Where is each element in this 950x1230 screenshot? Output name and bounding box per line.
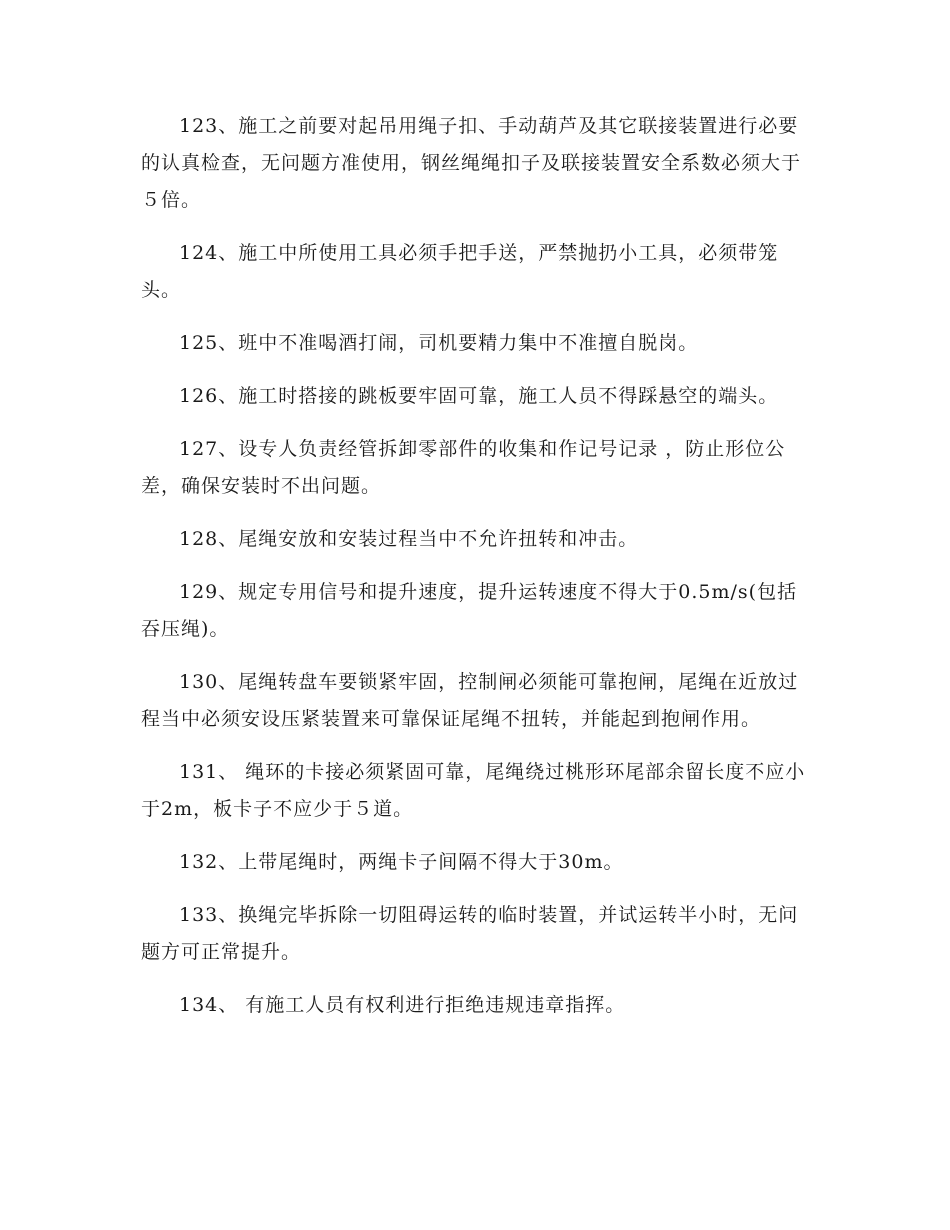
rule-paragraph-123: 123、施工之前要对起吊用绳子扣、手动葫芦及其它联接装置进行必要的认真检查，无问题方准使用，钢丝绳绳扣子及联接装置安全系数必须大于５倍。	[141, 115, 802, 211]
rule-paragraph-124: 124、施工中所使用工具必须手把手送，严禁抛扔小工具，必须带笼头。	[141, 242, 779, 301]
rule-paragraph-125: 125、班中不准喝酒打闹，司机要精力集中不准擅自脱岗。	[179, 332, 699, 354]
rule-paragraph-132: 132、上带尾绳时，两绳卡子间隔不得大于30m。	[179, 851, 624, 873]
rule-paragraph-129: 129、规定专用信号和提升速度，提升运转速度不得大于0.5m/s(包括吞压绳)。	[141, 581, 798, 640]
rule-paragraph-126: 126、施工时搭接的跳板要牢固可靠，施工人员不得踩悬空的端头。	[179, 385, 779, 407]
document-body	[141, 108, 809, 1040]
rule-paragraph-130: 130、尾绳转盘车要锁紧牢固，控制闸必须能可靠抱闸，尾绳在近放过程当中必须安设压紧装置来可靠保证尾绳不扭转，并能起到抱闸作用。	[141, 671, 799, 730]
rule-paragraph-131: 131、 绳环的卡接必须紧固可靠，尾绳绕过桃形环尾部余留长度不应小于2m，板卡子不应少于５道。	[141, 761, 806, 820]
rule-paragraph-127: 127、设专人负责经管拆卸零部件的收集和作记号记录 ，防止形位公差，确保安装时不出问题。	[141, 438, 786, 497]
rule-paragraph-128: 128、尾绳安放和安装过程当中不允许扭转和冲击。	[179, 528, 639, 550]
rule-paragraph-133: 133、换绳完毕拆除一切阻碍运转的临时装置，并试运转半小时，无问题方可正常提升。	[141, 904, 799, 963]
rule-paragraph-134: 134、 有施工人员有权利进行拒绝违规违章指挥。	[179, 994, 626, 1016]
